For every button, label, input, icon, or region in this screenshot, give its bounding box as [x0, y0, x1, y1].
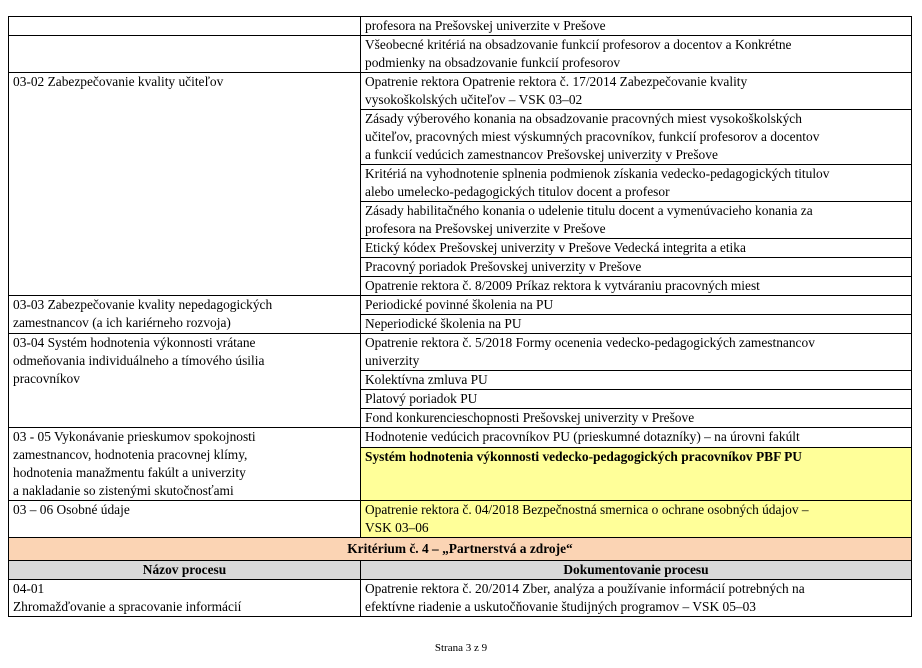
document-name: Kolektívna zmluva PU: [365, 372, 488, 387]
document-cell: [361, 110, 912, 165]
document-cell: [361, 409, 912, 428]
table-row: [9, 17, 912, 36]
document-name-line: vysokoškolských učiteľov – VSK 03–02: [365, 92, 583, 107]
document-name: Systém hodnotenia výkonnosti vedecko-pedagogických pracovníkov PBF PU: [365, 449, 802, 464]
header-row: [9, 561, 912, 580]
process-name-line: 03 – 06 Osobné údaje: [13, 502, 130, 517]
process-cell: [9, 17, 361, 36]
process-name-line: 04-01: [13, 581, 45, 596]
document-name-line: učiteľov, pracovných miest výskumných pracovníkov, funkcií profesorov a docentov: [365, 129, 820, 144]
table-row: [9, 334, 912, 371]
process-name-03-06: [9, 501, 361, 538]
document-name-line: VSK 03–06: [365, 520, 429, 535]
document-name-line: efektívne riadenie a uskutočňovanie študijných programov – VSK 05–03: [365, 599, 756, 614]
process-name-line: 03-03 Zabezpečovanie kvality nepedagogických: [13, 297, 273, 312]
document-cell: [361, 428, 912, 448]
criterion-row: [9, 538, 912, 561]
column-header-docs: Dokumentovanie procesu: [361, 561, 912, 580]
document-name: Etický kódex Prešovskej univerzity v Prešove Vedecká integrita a etika: [365, 240, 746, 255]
process-name-03-04: [9, 334, 361, 428]
document-name-line: Kritériá na vyhodnotenie splnenia podmienok získania vedecko-pedagogických titulov: [365, 166, 830, 181]
table-row: [9, 428, 912, 448]
document-name: Neperiodické školenia na PU: [365, 316, 522, 331]
document-name-line: univerzity: [365, 353, 420, 368]
table-row: [9, 296, 912, 315]
process-name-03-02: 03-02 Zabezpečovanie kvality učiteľov: [9, 73, 361, 296]
process-name-line: zamestnancov, hodnotenia pracovnej klímy,: [13, 447, 248, 462]
document-name-line: a funkcií vedúcich zamestnancov Prešovskej univerzity v Prešove: [365, 147, 718, 162]
document-name: Hodnotenie vedúcich pracovníkov PU (prieskumné dotazníky) – na úrovni fakúlt: [365, 429, 800, 444]
document-cell: [361, 334, 912, 371]
document-cell: [361, 315, 912, 334]
document-name-line: Zásady habilitačného konania o udelenie titulu docent a vymenúvacieho konania za: [365, 203, 813, 218]
process-name-line: zamestnancov (a ich kariérneho rozvoja): [13, 315, 231, 330]
criterion-heading: Kritérium č. 4 – „Partnerstvá a zdroje“: [9, 538, 912, 561]
document-cell: [361, 277, 912, 296]
column-header-process: Názov procesu: [9, 561, 361, 580]
process-name-line: a nakladanie so zistenými skutočnosťami: [13, 483, 234, 498]
document-cell-highlighted: [361, 448, 912, 501]
page-number: Strana 3 z 9: [434, 642, 488, 654]
process-table: [8, 16, 912, 617]
document-cell-highlighted: [361, 501, 912, 538]
document-name-line: Zásady výberového konania na obsadzovanie pracovných miest vysokoškolských: [365, 111, 802, 126]
process-name-line: hodnotenia manažmentu fakúlt a univerzity: [13, 465, 246, 480]
process-name-line: pracovníkov: [13, 371, 80, 386]
process-name-03-05: [9, 428, 361, 501]
document-name: Opatrenie rektora č. 8/2009 Príkaz rektora k vytváraniu pracovných miest: [365, 278, 760, 293]
process-name-line: Zhromažďovanie a spracovanie informácií: [13, 599, 242, 614]
document-name: Fond konkurencieschopnosti Prešovskej univerzity v Prešove: [365, 410, 695, 425]
document-name-line: alebo umelecko-pedagogických titulov docent a profesor: [365, 184, 670, 199]
document-cell: [361, 202, 912, 239]
document-name: Pracovný poriadok Prešovskej univerzity v Prešove: [365, 259, 642, 274]
document-name: Periodické povinné školenia na PU: [365, 297, 554, 312]
document-cell: [361, 296, 912, 315]
document-name-line: Opatrenie rektora č. 5/2018 Formy ocenenia vedecko-pedagogických zamestnancov: [365, 335, 815, 350]
table-row: [9, 73, 912, 110]
table-row: [9, 36, 912, 73]
process-name-line: 03 - 05 Vykonávanie prieskumov spokojnosti: [13, 429, 256, 444]
process-name-line: odmeňovania individuálneho a tímového úsilia: [13, 353, 265, 368]
document-name-line: Opatrenie rektora Opatrenie rektora č. 17/2014 Zabezpečovanie kvality: [365, 74, 748, 89]
document-name: profesora na Prešovskej univerzite v Prešove: [365, 18, 606, 33]
document-cell: [361, 371, 912, 390]
process-name-04-01: [9, 580, 361, 617]
document-name-line: Všeobecné kritériá na obsadzovanie funkcií profesorov a docentov a Konkrétne: [365, 37, 792, 52]
table-row: [9, 580, 912, 617]
document-cell: [361, 580, 912, 617]
process-cell: [9, 36, 361, 73]
document-cell: [361, 165, 912, 202]
document-name: Platový poriadok PU: [365, 391, 478, 406]
process-name-03-03: [9, 296, 361, 334]
document-cell: [361, 239, 912, 258]
document-name-line: Opatrenie rektora č. 04/2018 Bezpečnostná smernica o ochrane osobných údajov –: [365, 502, 809, 517]
document-name-line: podmienky na obsadzovanie funkcií profesorov: [365, 55, 621, 70]
document-cell: [361, 17, 912, 36]
document-cell: [361, 73, 912, 110]
document-name-line: Opatrenie rektora č. 20/2014 Zber, analýza a používanie informácií potrebných na: [365, 581, 805, 596]
document-cell: [361, 36, 912, 73]
document-cell: [361, 390, 912, 409]
document-name-line: profesora na Prešovskej univerzite v Prešove: [365, 221, 606, 236]
table-row: [9, 501, 912, 538]
document-cell: [361, 258, 912, 277]
process-name-line: 03-04 Systém hodnotenia výkonnosti vrátane: [13, 335, 256, 350]
